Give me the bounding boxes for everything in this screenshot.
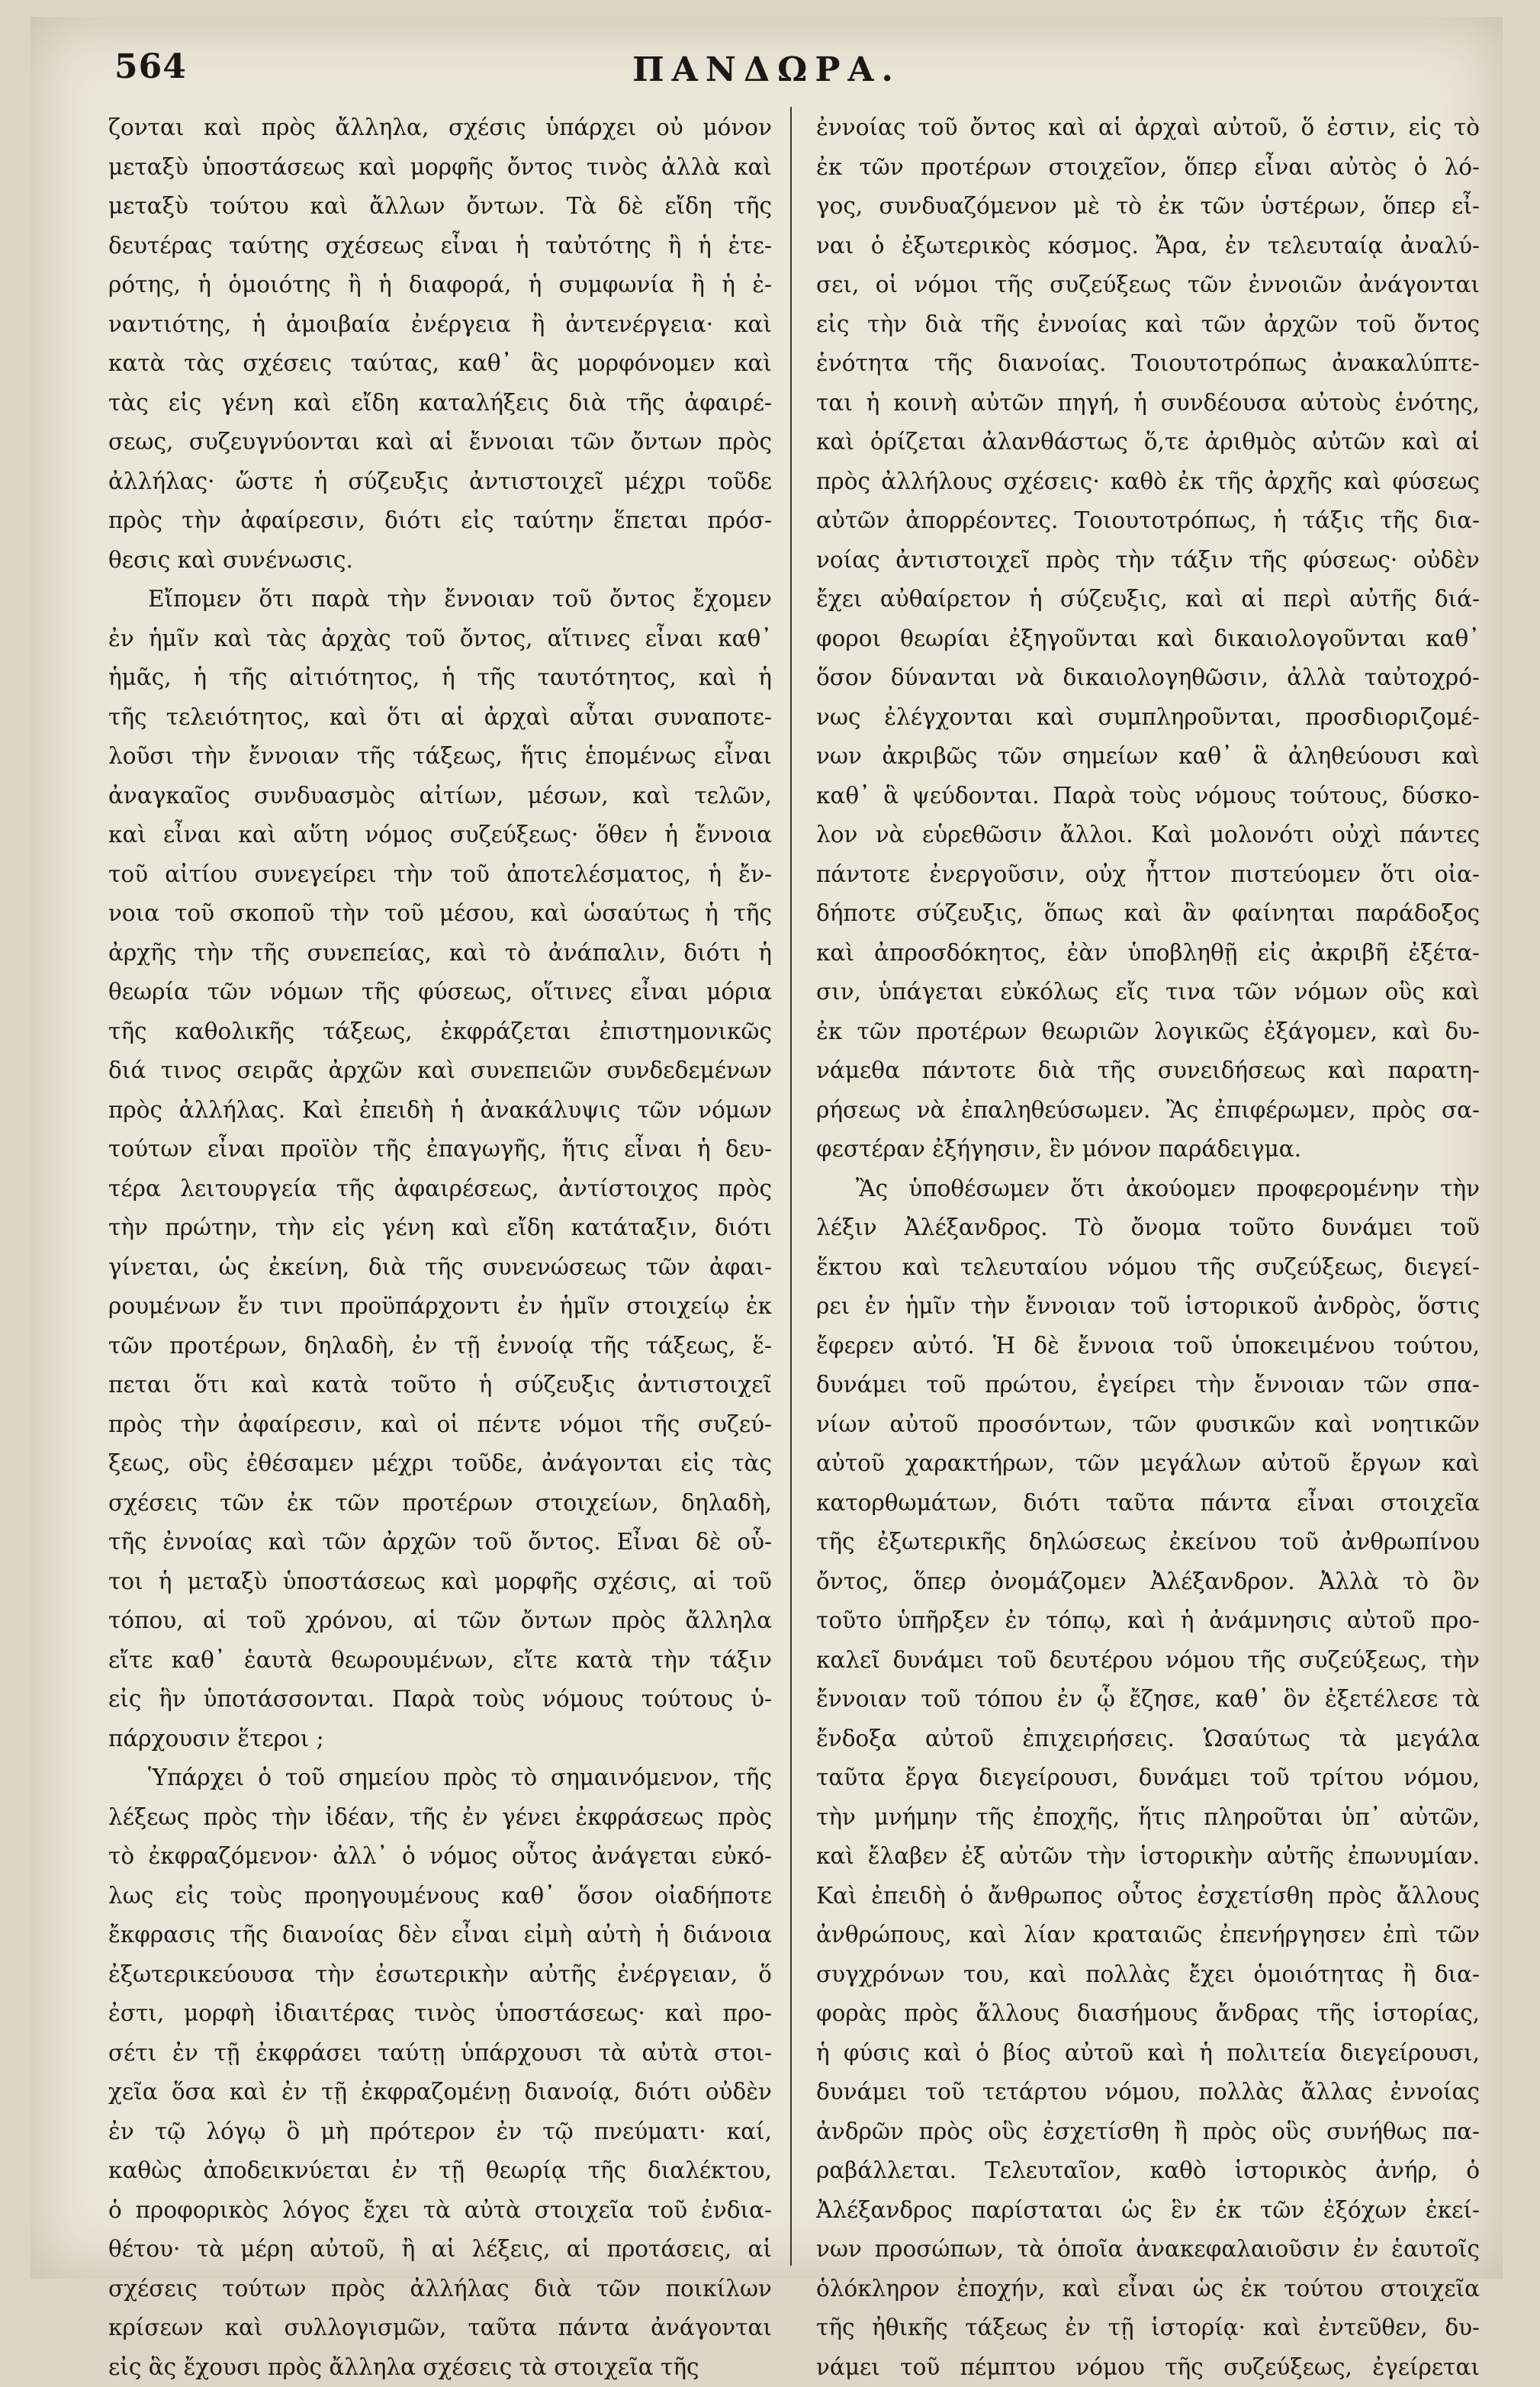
text-line: ἔνδοξα αὐτοῦ ἐπιχειρήσεις. Ὡσαύτως τὰ μεγάλα xyxy=(816,1719,1480,1759)
text-line: σιν, ὑπάγεται εὐκόλως εἴς τινα τῶν νόμων οὓς καὶ xyxy=(816,973,1480,1012)
text-line: τῆς ἐξωτερικῆς δηλώσεως ἐκείνου τοῦ ἀνθρωπίνου xyxy=(816,1523,1480,1562)
text-line: τῆς καθολικῆς τάξεως, ἐκφράζεται ἐπιστημονικῶς xyxy=(108,1012,772,1052)
text-line: νάμεθα πάντοτε διὰ τῆς συνειδήσεως καὶ παρατη- xyxy=(816,1051,1480,1091)
text-line: αὐτοῦ χαρακτήρων, τῶν μεγάλων αὐτοῦ ἔργων καὶ xyxy=(816,1444,1480,1484)
text-line: Καὶ ἐπειδὴ ὁ ἄνθρωπος οὗτος ἐσχετίσθη πρὸς ἄλλους xyxy=(816,1877,1480,1916)
text-line: εἰς ἣν ὑποτάσσονται. Παρὰ τοὺς νόμους τούτους ὑ- xyxy=(108,1680,772,1719)
text-line: σέτι ἐν τῇ ἐκφράσει ταύτῃ ὑπάρχουσι τὰ αὐτὰ στοι- xyxy=(108,2034,772,2073)
text-line: ἔφερεν αὐτό. Ἡ δὲ ἔννοια τοῦ ὑποκειμένου τούτου, xyxy=(816,1327,1480,1366)
text-line: αὐτῶν ἀπορρέοντες. Τοιουτοτρόπως, ἡ τάξις τῆς δια- xyxy=(816,501,1480,541)
text-line: τοῦ αἰτίου συνεγείρει τὴν τοῦ ἀποτελέσματος, ἡ ἔν- xyxy=(108,855,772,895)
text-line: μεταξὺ ὑποστάσεως καὶ μορφῆς ὄντος τινὸς ἀλλὰ καὶ xyxy=(108,148,772,188)
text-line: λοῦσι τὴν ἔννοιαν τῆς τάξεως, ἥτις ἑπομένως εἶναι xyxy=(108,737,772,777)
text-line: σχέσεις τούτων πρὸς ἀλλήλας διὰ τῶν ποικίλων xyxy=(108,2270,772,2309)
text-line: ἀναγκαῖος συνδυασμὸς αἰτίων, μέσων, καὶ τελῶν, xyxy=(108,777,772,816)
text-line: ἐστι, μορφὴ ἰδιαιτέρας τινὸς ὑποστάσεως· καὶ προ- xyxy=(108,1994,772,2034)
text-line: δήποτε σύζευξις, ὅπως καὶ ἂν φαίνηται παράδοξος xyxy=(816,894,1480,934)
text-line: νοια τοῦ σκοποῦ τὴν τοῦ μέσου, καὶ ὡσαύτως ἡ τῆς xyxy=(108,894,772,934)
text-line: ναι ὁ ἐξωτερικὸς κόσμος. Ἄρα, ἐν τελευταίᾳ ἀναλύ- xyxy=(816,227,1480,266)
text-line: νως ἐλέγχονται καὶ συμπληροῦνται, προσδιοριζομέ- xyxy=(816,698,1480,738)
text-line: ται ἡ κοινὴ αὐτῶν πηγή, ἡ συνδέουσα αὐτοὺς ἑνότης, xyxy=(816,384,1480,423)
text-line: χεῖα ὅσα καὶ ἐν τῇ ἐκφραζομένῃ διανοίᾳ, διότι οὐδὲν xyxy=(108,2073,772,2112)
text-line: σχέσεις τῶν ἐκ τῶν προτέρων στοιχείων, δηλαδὴ, xyxy=(108,1484,772,1523)
left-column xyxy=(108,108,772,2387)
text-line: λον νὰ εὑρεθῶσιν ἄλλοι. Καὶ μολονότι οὐχὶ πάντες xyxy=(816,816,1480,855)
column-divider xyxy=(790,107,792,2266)
text-line: ἕκτου καὶ τελευταίου νόμου τῆς συζεύξεως, διεγεί- xyxy=(816,1248,1480,1288)
text-line: ραβάλλεται. Τελευταῖον, καθὸ ἱστορικὸς ἀνήρ, ὁ xyxy=(816,2151,1480,2191)
text-line: τῆς ἠθικῆς τάξεως ἐν τῇ ἱστορίᾳ· καὶ ἐντεῦθεν, δυ- xyxy=(816,2308,1480,2348)
text-line: ταῦτα ἔργα διεγείρουσι, δυνάμει τοῦ τρίτου νόμου, xyxy=(816,1758,1480,1798)
text-line: τὴν μνήμην τῆς ἐποχῆς, ἥτις πληροῦται ὑπ᾽ αὐτῶν, xyxy=(816,1798,1480,1838)
text-line: ἐκ τῶν προτέρων στοιχεῖον, ὅπερ εἶναι αὐτὸς ὁ λό- xyxy=(816,148,1480,188)
text-line: τούτων εἶναι προϊὸν τῆς ἐπαγωγῆς, ἥτις εἶναι ἡ δευ- xyxy=(108,1130,772,1169)
text-line: πάρχουσιν ἕτεροι ; xyxy=(108,1719,772,1759)
text-line: Ἂς ὑποθέσωμεν ὅτι ἀκούομεν προφερομένην τὴν xyxy=(816,1169,1480,1209)
text-line: νάμει τοῦ πέμπτου νόμου τῆς συζεύξεως, ἐγείρεται xyxy=(816,2348,1480,2387)
text-line: ζονται καὶ πρὸς ἄλληλα, σχέσις ὑπάρχει οὐ μόνον xyxy=(108,108,772,148)
right-column xyxy=(816,108,1480,2387)
text-line: γος, συνδυαζόμενον μὲ τὸ ἐκ τῶν ὑστέρων, ὅπερ εἶ- xyxy=(816,187,1480,227)
text-line: πάντοτε ἐνεργοῦσιν, οὐχ ἧττον πιστεύομεν ὅτι οἰα- xyxy=(816,855,1480,895)
text-line: τὸ ἐκφραζόμενον· ἀλλ᾽ ὁ νόμος οὗτος ἀνάγεται εὐκό- xyxy=(108,1837,772,1877)
text-line: Εἴπομεν ὅτι παρὰ τὴν ἔννοιαν τοῦ ὄντος ἔχομεν xyxy=(108,580,772,619)
text-line: εἴτε καθ᾽ ἑαυτὰ θεωρουμένων, εἴτε κατὰ τὴν τάξιν xyxy=(108,1641,772,1681)
text-line: ἑνότητα τῆς διανοίας. Τοιουτοτρόπως ἀνακαλύπτε- xyxy=(816,344,1480,384)
text-line: ρει ἐν ἡμῖν τὴν ἔννοιαν τοῦ ἱστορικοῦ ἀνδρὸς, ὅστις xyxy=(816,1287,1480,1327)
book-page xyxy=(31,17,1503,2279)
text-line: τὴν πρώτην, τὴν εἰς γένη καὶ εἴδη κατάταξιν, διότι xyxy=(108,1208,772,1248)
text-line: καλεῖ δυνάμει τοῦ δευτέρου νόμου τῆς συζεύξεως, τὴν xyxy=(816,1641,1480,1681)
text-line: νοίας ἀντιστοιχεῖ πρὸς τὴν τάξιν τῆς φύσεως· οὐδὲν xyxy=(816,541,1480,581)
text-line: ἐξωτερικεύουσα τὴν ἐσωτερικὴν αὐτῆς ἐνέργειαν, ὅ xyxy=(108,1955,772,1995)
text-line: δευτέρας ταύτης σχέσεως εἶναι ἡ ταὐτότης ἢ ἡ ἑτε- xyxy=(108,227,772,266)
text-line: λέξιν Ἀλέξανδρος. Τὸ ὄνομα τοῦτο δυνάμει τοῦ xyxy=(816,1208,1480,1248)
text-line: ναντιότης, ἡ ἀμοιβαία ἐνέργεια ἢ ἀντενέργεια· καὶ xyxy=(108,305,772,345)
text-line: σει, οἱ νόμοι τῆς συζεύξεως τῶν ἐννοιῶν ἀνάγονται xyxy=(816,265,1480,305)
text-line: ἀνδρῶν πρὸς οὓς ἐσχετίσθη ἢ πρὸς οὓς συνήθως πα- xyxy=(816,2112,1480,2152)
text-line: πρὸς ἀλλήλους σχέσεις· καθὸ ἐκ τῆς ἀρχῆς καὶ φύσεως xyxy=(816,462,1480,502)
text-line: ὁ προφορικὸς λόγος ἔχει τὰ αὐτὰ στοιχεῖα τοῦ ἐνδια- xyxy=(108,2191,772,2231)
text-line: ἀνθρώπους, καὶ λίαν κραταιῶς ἐπενήργησεν ἐπὶ τῶν xyxy=(816,1916,1480,1955)
text-line: τοι ἡ μεταξὺ ὑποστάσεως καὶ μορφῆς σχέσις, αἱ τοῦ xyxy=(108,1562,772,1602)
text-line: φορὰς πρὸς ἄλλους διασήμους ἄνδρας τῆς ἱστορίας, xyxy=(816,1994,1480,2034)
text-line: δυνάμει τοῦ πρώτου, ἐγείρει τὴν ἔννοιαν τῶν σπα- xyxy=(816,1366,1480,1405)
text-line: νίων αὐτοῦ προσόντων, τῶν φυσικῶν καὶ νοητικῶν xyxy=(816,1405,1480,1445)
text-line: φεστέραν ἐξήγησιν, ἓν μόνον παράδειγμα. xyxy=(816,1130,1480,1169)
text-line: ὁλόκληρον ἐποχήν, καὶ εἶναι ὡς ἐκ τούτου στοιχεῖα xyxy=(816,2270,1480,2309)
text-line: ἔκφρασις τῆς διανοίας δὲν εἶναι εἰμὴ αὐτὴ ἡ διάνοια xyxy=(108,1916,772,1955)
text-line: τόπου, αἱ τοῦ χρόνου, αἱ τῶν ὄντων πρὸς ἄλληλα xyxy=(108,1601,772,1641)
text-line: κρίσεων καὶ συλλογισμῶν, ταῦτα πάντα ἀνάγονται xyxy=(108,2308,772,2348)
text-line: τῆς τελειότητος, καὶ ὅτι αἱ ἀρχαὶ αὗται συναποτε- xyxy=(108,698,772,738)
text-line: Ὑπάρχει ὁ τοῦ σημείου πρὸς τὸ σημαινόμενον, τῆς xyxy=(108,1758,772,1798)
text-line: ρήσεως νὰ ἐπαληθεύσωμεν. Ἂς ἐπιφέρωμεν, πρὸς σα- xyxy=(816,1091,1480,1131)
text-line: τῶν προτέρων, δηλαδὴ, ἐν τῇ ἐννοίᾳ τῆς τάξεως, ἕ- xyxy=(108,1327,772,1366)
text-line: κατὰ τὰς σχέσεις ταύτας, καθ᾽ ἃς μορφόνομεν καὶ xyxy=(108,344,772,384)
text-line: θεσις καὶ συνένωσις. xyxy=(108,541,772,581)
text-line: καθ᾽ ἃ ψεύδονται. Παρὰ τοὺς νόμους τούτους, δύσκο- xyxy=(816,777,1480,816)
text-line: σεως, συζευγνύονται καὶ αἱ ἔννοιαι τῶν ὄντων πρὸς xyxy=(108,423,772,462)
text-line: πρὸς τὴν ἀφαίρεσιν, διότι εἰς ταύτην ἕπεται πρόσ- xyxy=(108,501,772,541)
text-line: ἡ φύσις καὶ ὁ βίος αὐτοῦ καὶ ἡ πολιτεία διεγείρουσι, xyxy=(816,2034,1480,2073)
text-line: τοῦτο ὑπῆρξεν ἐν τόπῳ, καὶ ἡ ἀνάμνησις αὐτοῦ προ- xyxy=(816,1601,1480,1641)
text-line: ὄντος, ὅπερ ὀνομάζομεν Ἀλέξανδρον. Ἀλλὰ τὸ ὂν xyxy=(816,1562,1480,1602)
text-line: θέτου· τὰ μέρη αὐτοῦ, ἢ αἱ λέξεις, αἱ προτάσεις, αἱ xyxy=(108,2230,772,2270)
text-line: κατορθωμάτων, διότι ταῦτα πάντα εἶναι στοιχεῖα xyxy=(816,1484,1480,1523)
text-line: πρὸς τὴν ἀφαίρεσιν, καὶ οἱ πέντε νόμοι τῆς συζεύ- xyxy=(108,1405,772,1445)
text-line: πρὸς ἀλλήλας. Καὶ ἐπειδὴ ἡ ἀνακάλυψις τῶν νόμων xyxy=(108,1091,772,1131)
text-line: ἔχει αὐθαίρετον ἡ σύζευξις, καὶ αἱ περὶ αὐτῆς διά- xyxy=(816,580,1480,619)
text-line: λέξεως πρὸς τὴν ἰδέαν, τῆς ἐν γένει ἐκφράσεως πρὸς xyxy=(108,1798,772,1838)
text-line: δυνάμει τοῦ τετάρτου νόμου, πολλὰς ἄλλας ἐννοίας xyxy=(816,2073,1480,2112)
running-title: ΠΑΝΔΩΡΑ. xyxy=(31,50,1503,89)
text-line: ἐν ἡμῖν καὶ τὰς ἀρχὰς τοῦ ὄντος, αἵτινες εἶναι καθ᾽ xyxy=(108,619,772,659)
text-line: τέρα λειτουργεία τῆς ἀφαιρέσεως, ἀντίστοιχος πρὸς xyxy=(108,1169,772,1209)
text-line: λως εἰς τοὺς προηγουμένους καθ᾽ ὅσον οἰαδήποτε xyxy=(108,1877,772,1916)
text-line: καθὼς ἀποδεικνύεται ἐν τῇ θεωρίᾳ τῆς διαλέκτου, xyxy=(108,2151,772,2191)
text-line: ἔννοιαν τοῦ τόπου ἐν ᾧ ἔζησε, καθ᾽ ὃν ἐξετέλεσε τὰ xyxy=(816,1680,1480,1719)
page-number: 564 xyxy=(114,47,187,86)
text-line: φοροι θεωρίαι ἐξηγοῦνται καὶ δικαιολογοῦνται καθ᾽ xyxy=(816,619,1480,659)
text-line: ρότης, ἡ ὁμοιότης ἢ ἡ διαφορά, ἡ συμφωνία ἢ ἡ ἐ- xyxy=(108,265,772,305)
text-line: ἡμᾶς, ἡ τῆς αἰτιότητος, ἡ τῆς ταυτότητος, καὶ ἡ xyxy=(108,658,772,698)
text-line: θεωρία τῶν νόμων τῆς φύσεως, οἵτινες εἶναι μόρια xyxy=(108,973,772,1012)
text-line: ἐκ τῶν προτέρων θεωριῶν λογικῶς ἐξάγομεν, καὶ δυ- xyxy=(816,1012,1480,1052)
text-line: μεταξὺ τούτου καὶ ἄλλων ὄντων. Τὰ δὲ εἴδη τῆς xyxy=(108,187,772,227)
text-line: καὶ ὁρίζεται ἀλανθάστως ὅ,τε ἀριθμὸς αὐτῶν καὶ αἱ xyxy=(816,423,1480,462)
text-line: τῆς ἐννοίας καὶ τῶν ἀρχῶν τοῦ ὄντος. Εἶναι δὲ οὗ- xyxy=(108,1523,772,1562)
text-line: ἀρχῆς τὴν τῆς συνεπείας, καὶ τὸ ἀνάπαλιν, διότι ἡ xyxy=(108,934,772,973)
text-line: εἰς ἃς ἔχουσι πρὸς ἄλληλα σχέσεις τὰ στοιχεῖα τῆς xyxy=(108,2348,772,2387)
text-line: καὶ ἔλαβεν ἐξ αὐτῶν τὴν ἱστορικὴν αὐτῆς ἐπωνυμίαν. xyxy=(816,1837,1480,1877)
text-line: καὶ εἶναι καὶ αὕτη νόμος συζεύξεως· ὅθεν ἡ ἔννοια xyxy=(108,816,772,855)
text-line: Ἀλέξανδρος παρίσταται ὡς ἓν ἐκ τῶν ἐξόχων ἐκεί- xyxy=(816,2191,1480,2231)
text-line: ὅσον δύνανται νὰ δικαιολογηθῶσιν, ἀλλὰ ταὐτοχρό- xyxy=(816,658,1480,698)
text-line: συγχρόνων του, καὶ πολλὰς ἔχει ὁμοιότητας ἢ δια- xyxy=(816,1955,1480,1995)
text-line: νων προσώπων, τὰ ὁποῖα ἀνακεφαλαιοῦσιν ἐν ἑαυτοῖς xyxy=(816,2230,1480,2270)
text-line: τὰς εἰς γένη καὶ εἴδη καταλήξεις διὰ τῆς ἀφαιρέ- xyxy=(108,384,772,423)
text-line: ξεως, οὓς ἐθέσαμεν μέχρι τοῦδε, ἀνάγονται εἰς τὰς xyxy=(108,1444,772,1484)
text-line: γίνεται, ὡς ἐκείνη, διὰ τῆς συνενώσεως τῶν ἀφαι- xyxy=(108,1248,772,1288)
text-line: ἐν τῷ λόγῳ ὃ μὴ πρότερον ἐν τῷ πνεύματι· καί, xyxy=(108,2112,772,2152)
text-line: εἰς τὴν διὰ τῆς ἐννοίας καὶ τῶν ἀρχῶν τοῦ ὄντος xyxy=(816,305,1480,345)
text-line: πεται ὅτι καὶ κατὰ τοῦτο ἡ σύζευξις ἀντιστοιχεῖ xyxy=(108,1366,772,1405)
text-line: ἐννοίας τοῦ ὄντος καὶ αἱ ἀρχαὶ αὐτοῦ, ὅ ἐστιν, εἰς τὸ xyxy=(816,108,1480,148)
text-line: καὶ ἀπροσδόκητος, ἐὰν ὑποβληθῇ εἰς ἀκριβῆ ἐξέτα- xyxy=(816,934,1480,973)
text-line: ἀλλήλας· ὥστε ἡ σύζευξις ἀντιστοιχεῖ μέχρι τοῦδε xyxy=(108,462,772,502)
text-line: ρουμένων ἔν τινι προϋπάρχοντι ἐν ἡμῖν στοιχείῳ ἐκ xyxy=(108,1287,772,1327)
text-line: διά τινος σειρᾶς ἀρχῶν καὶ συνεπειῶν συνδεδεμένων xyxy=(108,1051,772,1091)
text-line: νων ἀκριβῶς τῶν σημείων καθ᾽ ἃ ἀληθεύουσι καὶ xyxy=(816,737,1480,777)
